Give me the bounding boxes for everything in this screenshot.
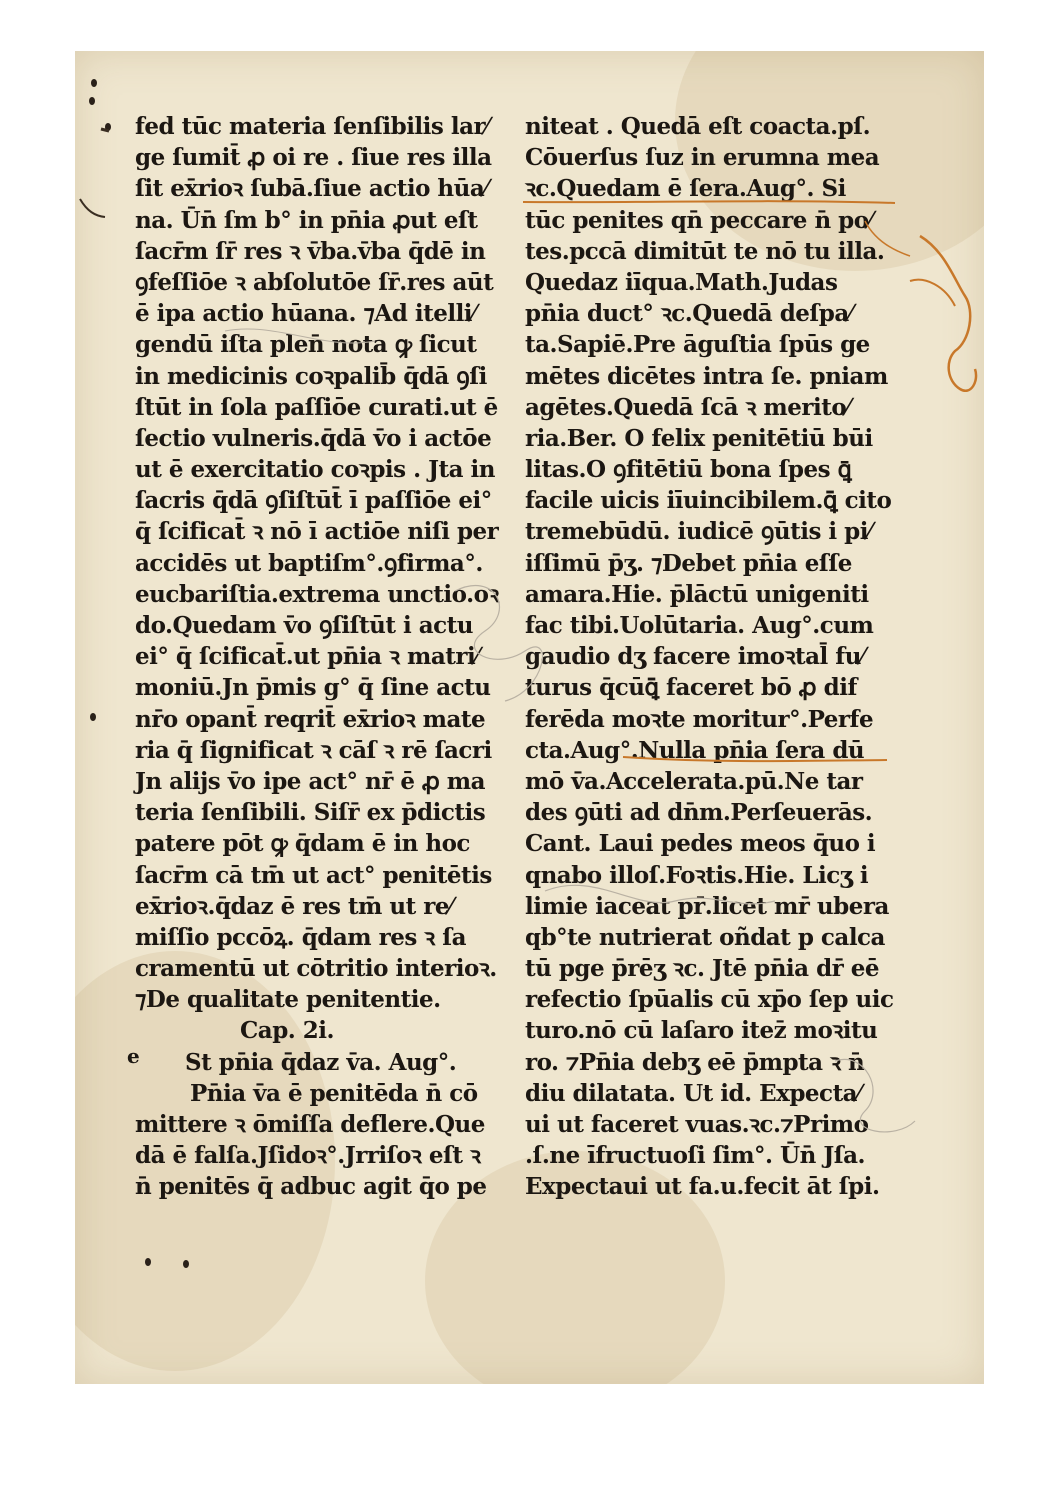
text-line: ta.Sapiē.Pre āguſtia ſpūs ge [525, 331, 870, 359]
manuscript-leaf [75, 51, 984, 1384]
text-line: moniū.Jn p̄mis g° q̄ ſine actu [135, 674, 491, 702]
text-line: ria q̄ ſignificat ꝛ cāſ ꝛ rē ſacri [135, 736, 492, 764]
text-line: mittere ꝛ ōmiſſa deflere.Que [135, 1111, 485, 1138]
text-line: ui ut faceret vuas.ꝛc.⁊Primo [525, 1111, 869, 1138]
left-text-column [135, 111, 499, 1203]
ink-dot [90, 713, 96, 721]
text-line: des ꝯūti ad dn̄m.Perſeuerās. [525, 799, 873, 827]
text-line: ſacris q̄dā ꝯſiſtūt̄ ī paſſiōe ei° [135, 487, 492, 515]
section-heading: ⁊De qualitate penitentie. [135, 986, 441, 1014]
text-line: qb°te nutrierat oñdat p calca [525, 923, 885, 951]
text-line: ſacr̄m cā tm̄ ut act° penitētis [135, 861, 492, 889]
text-line: q̄ ſcificat̄ ꝛ nō ī actiōe niſi per [135, 518, 499, 546]
text-line: ut ē exercitatio coꝛpis . Jta in [135, 456, 495, 484]
text-line: mō v̄a.Accelerata.pū.Ne tar [525, 767, 863, 795]
text-line: Pn̄ia v̄a ē penitēda n̄ cō [190, 1079, 478, 1107]
text-line: nr̄o opant̄ reqrit̄ ex̄rioꝛ mate [135, 705, 486, 733]
text-line: miſſio pccōꝝ. q̄dam res ꝛ ſa [135, 923, 467, 951]
text-line: refectio ſpūalis cū xp̄o ſep uic [525, 986, 894, 1014]
text-line: cta.Aug°.Nulla pn̄ia ſera dū [525, 736, 865, 764]
text-line: Expectaui ut fa.u.fecit āt ſpi. [525, 1173, 880, 1201]
text-line: Cōuerſus ſuz in erumna mea [525, 144, 880, 172]
text-line: agētes.Quedā ſcā ꝛ merito⁄ [525, 393, 850, 421]
ink-dot [145, 1258, 151, 1266]
text-line: tū pge p̄rēʒ ꝛc. Jtē pn̄ia dr̄ eē [525, 955, 880, 983]
text-line: fed tūc materia ſenſibilis lar⁄ [135, 113, 489, 140]
text-line: Jn alijs v̄o ipe act° nr̄ ē ꝓ ma [135, 767, 486, 795]
text-line: limie iaceat pr̄.licet mr̄ ubera [525, 892, 889, 920]
text-line: n̄ penitēs q̄ adbuc agit q̄o pe [135, 1173, 487, 1201]
text-line: gaudio dʒ facere imoꝛtal̄ fu⁄ [525, 643, 865, 671]
right-text-column [525, 111, 894, 1203]
text-line: Cant. Laui pedes meos q̄uo i [525, 830, 876, 858]
text-line: ei° q̄ ſcificat̄.ut pn̄ia ꝛ matri⁄ [135, 643, 479, 671]
ink-dot [91, 79, 97, 87]
text-line: ex̄rioꝛ.q̄daz ē res tm̄ ut re⁄ [135, 892, 453, 920]
text-line: na. Ūn̄ ſm b° in pn̄ia ꝓut eſt [135, 206, 478, 234]
text-line: .ſ.ne īfructuoſi ſim°. Ūn̄ Jſa. [525, 1142, 866, 1170]
text-line: Quedaz iīqua.Math.Judas [525, 268, 838, 296]
text-line: do.Quedam v̄o ꝯſiſtūt i actu [135, 612, 473, 639]
text-line: iſſimū p̄ʒ. ⁊Debet pn̄ia eſſe [525, 549, 852, 577]
text-line: ꝛc.Quedam ē ſera.Aug°. Si [525, 175, 846, 203]
text-line: tremebūdū. iudicē ꝯūtis i pi⁄ [525, 518, 872, 546]
text-line: diu dilatata. Ut id. Expecta⁄ [525, 1079, 861, 1107]
text-line: ſectio vulneris.q̄dā v̄o i actōe [135, 424, 492, 452]
marginal-letter: e [127, 1044, 140, 1068]
orange-flourish [910, 280, 955, 306]
text-line: niteat . Quedā eſt coacta.pſ. [525, 113, 871, 140]
orange-flourish [920, 236, 976, 391]
text-line: ro. ⁊Pn̄ia debʒ eē p̄mpta ꝛ n̄ [525, 1048, 865, 1076]
ink-dot [105, 123, 111, 131]
text-line: pn̄ia duct° ꝛc.Quedā deſpa⁄ [525, 300, 853, 328]
text-line: patere pōt ꝙ q̄dam ē in hoc [135, 830, 470, 858]
text-line: accidēs ut baptiſm°.ꝯfirma°. [135, 549, 483, 577]
text-line: amara.Hie. p̄lāctū unigeniti [525, 580, 869, 608]
text-line: mētes dicētes intra ſe. pniam [525, 362, 888, 390]
ink-dot [89, 97, 95, 105]
text-line: turo.nō cū laſaro itez̄ moꝛitu [525, 1017, 878, 1045]
text-line: ꝯfeſſiōe ꝛ abſolutōe ſr̄.res aūt [135, 268, 494, 296]
text-line: ſit ex̄rioꝛ ſubā.ſiue actio hūa⁄ [135, 175, 488, 203]
text-line: St pn̄ia q̄daz v̄a. Aug°. [185, 1048, 457, 1076]
text-line: eucbariſtia.extrema unctio.oꝛ [135, 580, 499, 608]
ink-dot [183, 1260, 189, 1268]
text-line: tes.pccā dimitūt te nō tu illa. [525, 237, 885, 265]
text-line: litas.O ꝯfitētiū bona ſpes ꝗ̄ [525, 456, 852, 484]
margin-stroke [80, 199, 105, 217]
text-line: ge ſumit̄ ꝓ oi re . ſiue res illa [135, 144, 492, 172]
text-line: turus q̄cūꝗ̄ faceret bō ꝓ dif [525, 674, 857, 702]
text-line: dā ē falſa.Jſidoꝛ°.Jrriſoꝛ eſt ꝛ [135, 1142, 481, 1170]
text-line: ria.Ber. O felix penitētiū būi [525, 424, 873, 452]
text-line: facile uicis iīuincibilem.ꝗ̄ cito [525, 487, 892, 515]
text-line: gendū iſta plen̄ nota ꝙ ſicut [135, 331, 477, 359]
text-line: ſtūt in ſola paſſiōe curati.ut ē [135, 393, 498, 421]
text-line: ferēda moꝛte moritur°.Perfe [525, 705, 874, 733]
text-line: ē ipa actio hūana. ⁊Ad itelli⁄ [135, 300, 476, 328]
text-line: tūc penites qn̄ peccare n̄ po⁄ [525, 206, 872, 234]
text-line: cramentū ut cōtritio interioꝛ. [135, 955, 497, 983]
text-line: teria ſenſibili. Siſr̄ ex p̄dictis [135, 799, 486, 827]
text-line: qnabo illoſ.Foꝛtis.Hie. Licʒ i [525, 861, 869, 889]
chapter-number: Cap. 2i. [240, 1017, 335, 1045]
text-line: in medicinis coꝛpalib̄ q̄dā ꝯſi [135, 362, 487, 390]
text-line: ſacr̄m ſr̄ res ꝛ v̄ba.v̄ba q̄dē in [135, 237, 486, 265]
text-line: fac tibi.Uolūtaria. Aug°.cum [525, 612, 874, 639]
